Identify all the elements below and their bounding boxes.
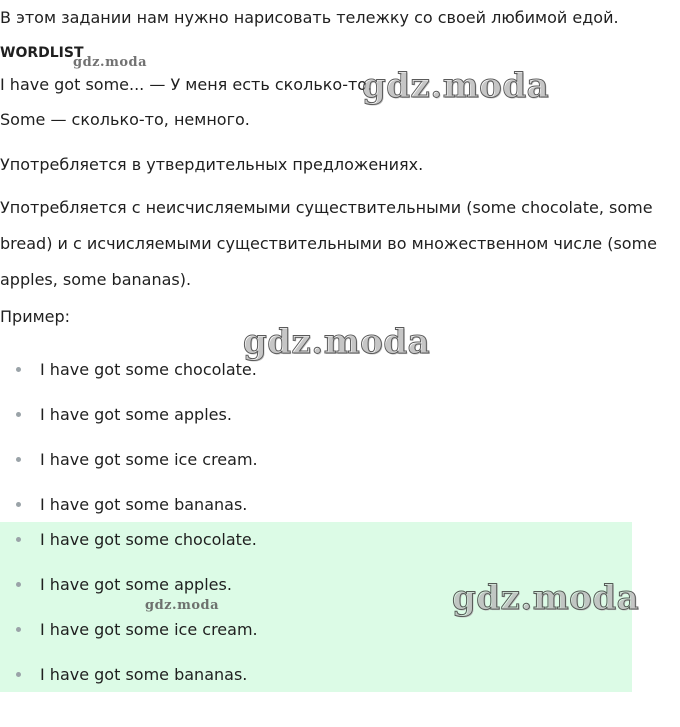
- list-item-text: I have got some ice cream.: [40, 450, 258, 469]
- example-label: Пример:: [0, 307, 71, 326]
- bullet-icon: [16, 672, 21, 677]
- watermark: gdz.moda: [145, 598, 220, 613]
- some-definition: Some — сколько-то, немного.: [0, 110, 250, 129]
- usage-affirmative: Употребляется в утвердительных предложениях.: [0, 155, 424, 174]
- list-item-text: I have got some ice cream.: [40, 620, 258, 639]
- list-item-text: I have got some apples.: [40, 575, 232, 594]
- wordlist-heading: WORDLIST: [0, 45, 84, 61]
- bullet-icon: [16, 627, 21, 632]
- watermark: gdz.moda: [243, 322, 431, 362]
- bullet-icon: [16, 582, 21, 587]
- bullet-icon: [16, 367, 21, 372]
- watermark: gdz.moda: [73, 55, 148, 70]
- phrase-definition: I have got some... — У меня есть сколько-то.: [0, 75, 373, 94]
- watermark: gdz.moda: [452, 578, 640, 618]
- bullet-icon: [16, 457, 21, 462]
- usage-nouns: Употребляется с неисчисляемыми существительными (some chocolate, some bread) и с исчисляемыми существительными во множественном числе (some apples, some bananas).: [0, 198, 658, 289]
- bullet-icon: [16, 412, 21, 417]
- list-item-text: I have got some chocolate.: [40, 360, 257, 379]
- watermark: gdz.moda: [362, 66, 550, 106]
- list-item-text: I have got some chocolate.: [40, 530, 257, 549]
- intro-text: В этом задании нам нужно нарисовать тележку со своей любимой едой.: [0, 8, 619, 27]
- list-item-text: I have got some bananas.: [40, 665, 248, 684]
- bullet-icon: [16, 502, 21, 507]
- list-item-text: I have got some apples.: [40, 405, 232, 424]
- bullet-icon: [16, 537, 21, 542]
- list-item-text: I have got some bananas.: [40, 495, 248, 514]
